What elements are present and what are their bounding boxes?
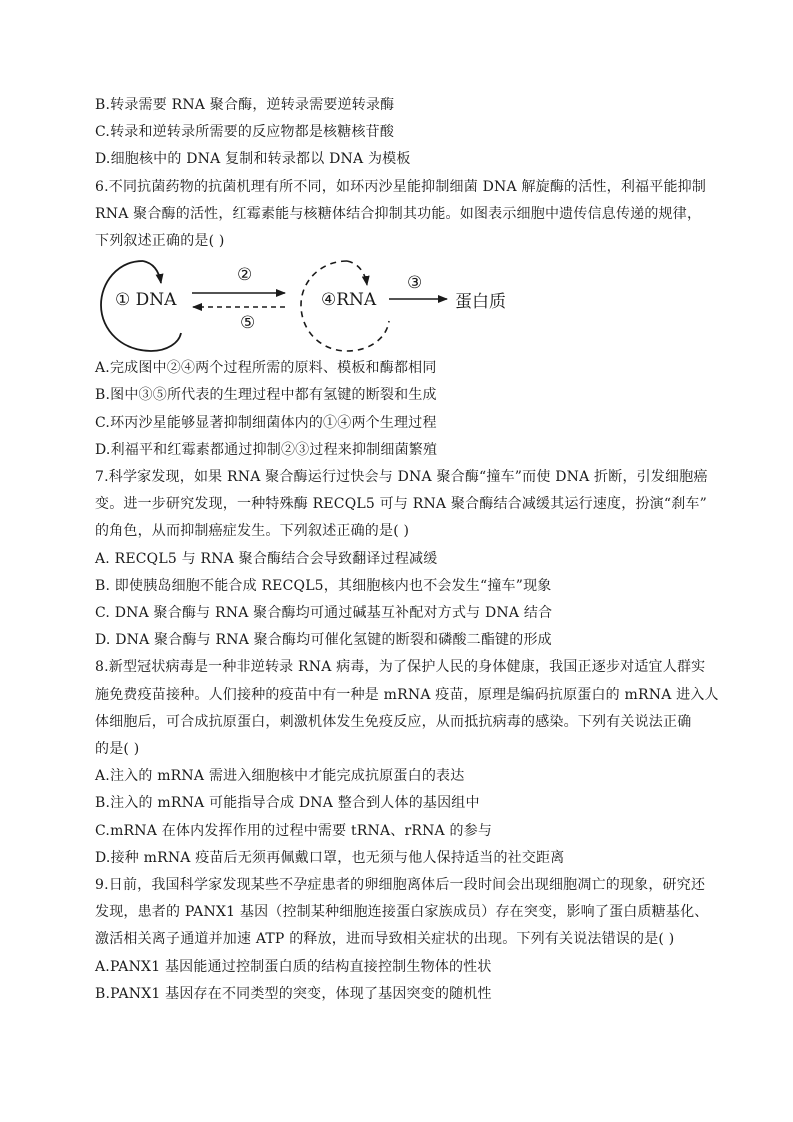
q9-option-b: B.PANX1 基因存在不同类型的突变，体现了基因突变的随机性: [95, 985, 492, 1002]
q7-stem-line-3: 的角色，从而抑制癌症发生。下列叙述正确的是( ): [95, 523, 410, 540]
q9-stem-line-1: 9.日前，我国科学家发现某些不孕症患者的卵细胞离体后一段时间会出现细胞凋亡的现象，研究还: [95, 877, 706, 894]
q7-stem-line-1: 7.科学家发现，如果 RNA 聚合酶运行过快会与 DNA 聚合酶“撞车”而使 DNA 折断，引发细胞癌: [95, 469, 708, 486]
q6-option-d: D.利福平和红霉素都通过抑制②③过程来抑制细菌繁殖: [95, 441, 438, 458]
q6-option-b: B.图中③⑤所代表的生理过程中都有氢键的断裂和生成: [95, 387, 437, 404]
q8-option-d: D.接种 mRNA 疫苗后无须再佩戴口罩，也无须与他人保持适当的社交距离: [95, 849, 565, 866]
q5-option-c: C.转录和逆转录所需要的反应物都是核糖核苷酸: [95, 124, 395, 141]
q8-stem-line-1: 8.新型冠状病毒是一种非逆转录 RNA 病毒，为了保护人民的身体健康，我国正逐步对适宜人群实: [95, 659, 706, 676]
q5-option-d: D.细胞核中的 DNA 复制和转录都以 DNA 为模板: [95, 151, 411, 168]
process-3-label: ③: [407, 273, 423, 294]
q6-stem-line-1: 6.不同抗菌药物的抗菌机理有所不同，如环丙沙星能抑制细菌 DNA 解旋酶的活性，利福平能抑制: [95, 178, 707, 195]
rna-replication-loop-tail: [347, 261, 367, 285]
q6-stem-line-3: 下列叙述正确的是( ): [95, 233, 225, 250]
process-2-label: ②: [237, 265, 253, 286]
genetic-information-diagram: [95, 255, 715, 355]
q7-option-a: A. RECQL5 与 RNA 聚合酶结合会导致翻译过程减缓: [95, 550, 438, 567]
diagram-arrows: [95, 255, 715, 355]
q6-option-a: A.完成图中②④两个过程所需的原料、模板和酶都相同: [95, 360, 437, 377]
q8-option-c: C.mRNA 在体内发挥作用的过程中需要 tRNA、rRNA 的参与: [95, 822, 493, 839]
dna-label: ① DNA: [115, 290, 177, 311]
q8-stem-line-2: 施免费疫苗接种。人们接种的疫苗中有一种是 mRNA 疫苗，原理是编码抗原蛋白的 mRNA 进入人: [95, 686, 719, 703]
process-5-label: ⑤: [240, 313, 256, 334]
q8-option-b: B.注入的 mRNA 可能指导合成 DNA 整合到人体的基因组中: [95, 795, 480, 812]
q7-option-c: C. DNA 聚合酶与 RNA 聚合酶均可通过碱基互补配对方式与 DNA 结合: [95, 605, 553, 622]
protein-label: 蛋白质: [455, 292, 506, 313]
q8-stem-line-3: 体细胞后，可合成抗原蛋白，刺激机体发生免疫反应，从而抵抗病毒的感染。下列有关说法正确: [95, 713, 692, 730]
q9-stem-line-3: 激活相关离子通道并加速 ATP 的释放，进而导致相关症状的出现。下列有关说法错误的是( ): [95, 931, 675, 948]
rna-label: ④RNA: [321, 290, 377, 311]
q7-option-d: D. DNA 聚合酶与 RNA 聚合酶均可催化氢键的断裂和磷酸二酯键的形成: [95, 632, 552, 649]
q5-option-b: B.转录需要 RNA 聚合酶，逆转录需要逆转录酶: [95, 97, 395, 113]
q7-option-b: B. 即使胰岛细胞不能合成 RECQL5，其细胞核内也不会发生“撞车”现象: [95, 577, 552, 594]
q7-stem-line-2: 变。进一步研究发现，一种特殊酶 RECQL5 可与 RNA 聚合酶结合减缓其运行速度，扮演“刹车”: [95, 496, 707, 513]
q8-option-a: A.注入的 mRNA 需进入细胞核中才能完成抗原蛋白的表达: [95, 768, 465, 785]
q9-option-a: A.PANX1 基因能通过控制蛋白质的结构直接控制生物体的性状: [95, 958, 492, 975]
q6-option-c: C.环丙沙星能够显著抑制细菌体内的①④两个生理过程: [95, 414, 437, 431]
question-page: [95, 92, 719, 1008]
dna-replication-loop-tail: [143, 261, 161, 283]
q6-stem-line-2: RNA 聚合酶的活性，红霉素能与核糖体结合抑制其功能。如图表示细胞中遗传信息传递的规律，: [95, 205, 702, 222]
q9-stem-line-2: 发现，患者的 PANX1 基因（控制某种细胞连接蛋白家族成员）存在突变，影响了蛋白质糖基化、: [95, 904, 709, 921]
q8-stem-line-4: 的是( ): [95, 741, 140, 758]
